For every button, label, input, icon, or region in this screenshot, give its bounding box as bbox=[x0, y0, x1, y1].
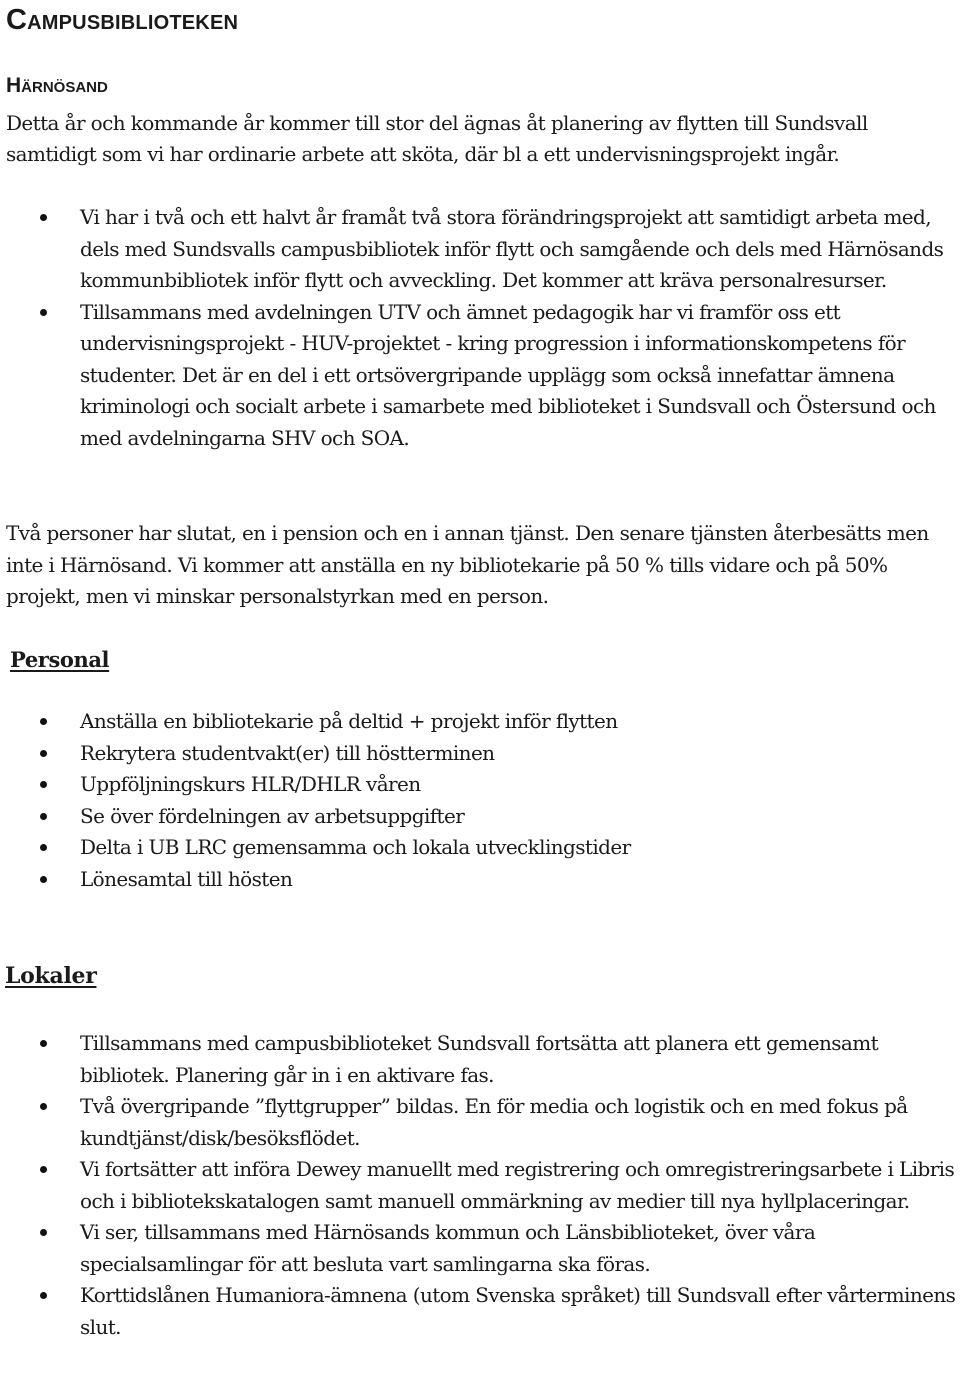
bullet-icon bbox=[40, 876, 47, 883]
list-item bbox=[0, 769, 955, 801]
list-item-text: Vi har i två och ett halvt år framåt två stora förändringsprojekt att samtidigt arbeta med, dels med Sundsvalls campusbibliotek inför flytt och samgående och dels med Härnösands kommunbibliotek inför flytt och avveckling. Det kommer att kräva personalresurser. bbox=[80, 205, 944, 292]
bullet-icon bbox=[40, 1166, 47, 1173]
list-item bbox=[0, 738, 955, 770]
list-item-text: Rekrytera studentvakt(er) till höstterminen bbox=[80, 740, 495, 765]
list-item-text: Vi ser, tillsammans med Härnösands kommun och Länsbiblioteket, över våra specialsamlingar för att besluta vart samlingarna ska föras. bbox=[80, 1220, 816, 1276]
bullet-icon bbox=[40, 1292, 47, 1299]
list-item-text: Se över fördelningen av arbetsuppgifter bbox=[80, 803, 465, 828]
staff-paragraph: Två personer har slutat, en i pension och en i annan tjänst. Den senare tjänsten återbesätts men inte i Härnösand. Vi kommer att anställa en ny bibliotekarie på 50 % tills vidare och på 50% projekt, men vi minskar personalstyrkan med en person. bbox=[6, 521, 929, 608]
list-item bbox=[0, 1217, 958, 1280]
bullet-icon bbox=[40, 750, 47, 757]
list-item bbox=[0, 864, 955, 896]
list-item bbox=[0, 1280, 958, 1343]
list-item bbox=[0, 1028, 958, 1091]
list-item bbox=[0, 1154, 958, 1217]
page-title: Campusbiblioteken bbox=[6, 4, 239, 36]
list-item bbox=[0, 832, 955, 864]
list-item-text: Uppföljningskurs HLR/DHLR våren bbox=[80, 772, 421, 796]
bullet-icon bbox=[40, 844, 47, 851]
intro-bullet-list bbox=[0, 202, 955, 454]
lokaler-bullet-list bbox=[0, 1028, 958, 1343]
bullet-icon bbox=[40, 718, 47, 725]
list-item-text: Två övergripande ”flyttgrupper” bildas. En för media och logistik och en med fokus på kundtjänst/disk/besöksflödet. bbox=[80, 1094, 908, 1150]
bullet-icon bbox=[40, 1103, 47, 1110]
bullet-icon bbox=[40, 1229, 47, 1236]
list-item bbox=[0, 706, 955, 738]
list-item-text: Anställa en bibliotekarie på deltid + projekt inför flytten bbox=[80, 709, 618, 733]
personal-bullet-list bbox=[0, 706, 955, 895]
bullet-icon bbox=[40, 1040, 47, 1047]
list-item bbox=[0, 1091, 958, 1154]
intro-paragraph: Detta år och kommande år kommer till stor del ägnas åt planering av flytten till Sundsvall samtidigt som vi har ordinarie arbete att sköta, där bl a ett undervisningsprojekt ingår. bbox=[6, 111, 868, 166]
list-item-text: Tillsammans med avdelningen UTV och ämnet pedagogik har vi framför oss ett undervisningsprojekt - HUV-projektet - kring progression i informationskompetens för studenter. Det är en del i ett ortsövergripande upplägg som också innefattar ämnena kriminologi och socialt arbete i samarbete med biblioteket i Sundsvall och Östersund och med avdelningarna SHV och SOA. bbox=[80, 299, 936, 450]
list-item bbox=[0, 801, 955, 833]
section-title-harnosand: Härnösand bbox=[6, 74, 108, 97]
bullet-icon bbox=[40, 813, 47, 820]
list-item bbox=[0, 297, 955, 455]
list-item-text: Lönesamtal till hösten bbox=[80, 866, 293, 891]
list-item-text: Delta i UB LRC gemensamma och lokala utvecklingstider bbox=[80, 835, 631, 859]
section-heading-personal: Personal bbox=[10, 647, 110, 672]
list-item-text: Tillsammans med campusbiblioteket Sundsvall fortsätta att planera ett gemensamt bibliotek. Planering går in i en aktivare fas. bbox=[80, 1031, 879, 1087]
list-item bbox=[0, 202, 955, 297]
bullet-icon bbox=[40, 781, 47, 788]
list-item-text: Vi fortsätter att införa Dewey manuellt med registrering och omregistreringsarbete i Libris och i bibliotekskatalogen samt manuell ommärkning av medier till nya hyllplaceringar. bbox=[80, 1157, 955, 1213]
bullet-icon bbox=[40, 214, 47, 221]
section-heading-lokaler: Lokaler bbox=[5, 963, 97, 989]
bullet-icon bbox=[40, 309, 47, 316]
list-item-text: Korttidslånen Humaniora-ämnena (utom Svenska språket) till Sundsvall efter vårterminens slut. bbox=[80, 1283, 956, 1339]
